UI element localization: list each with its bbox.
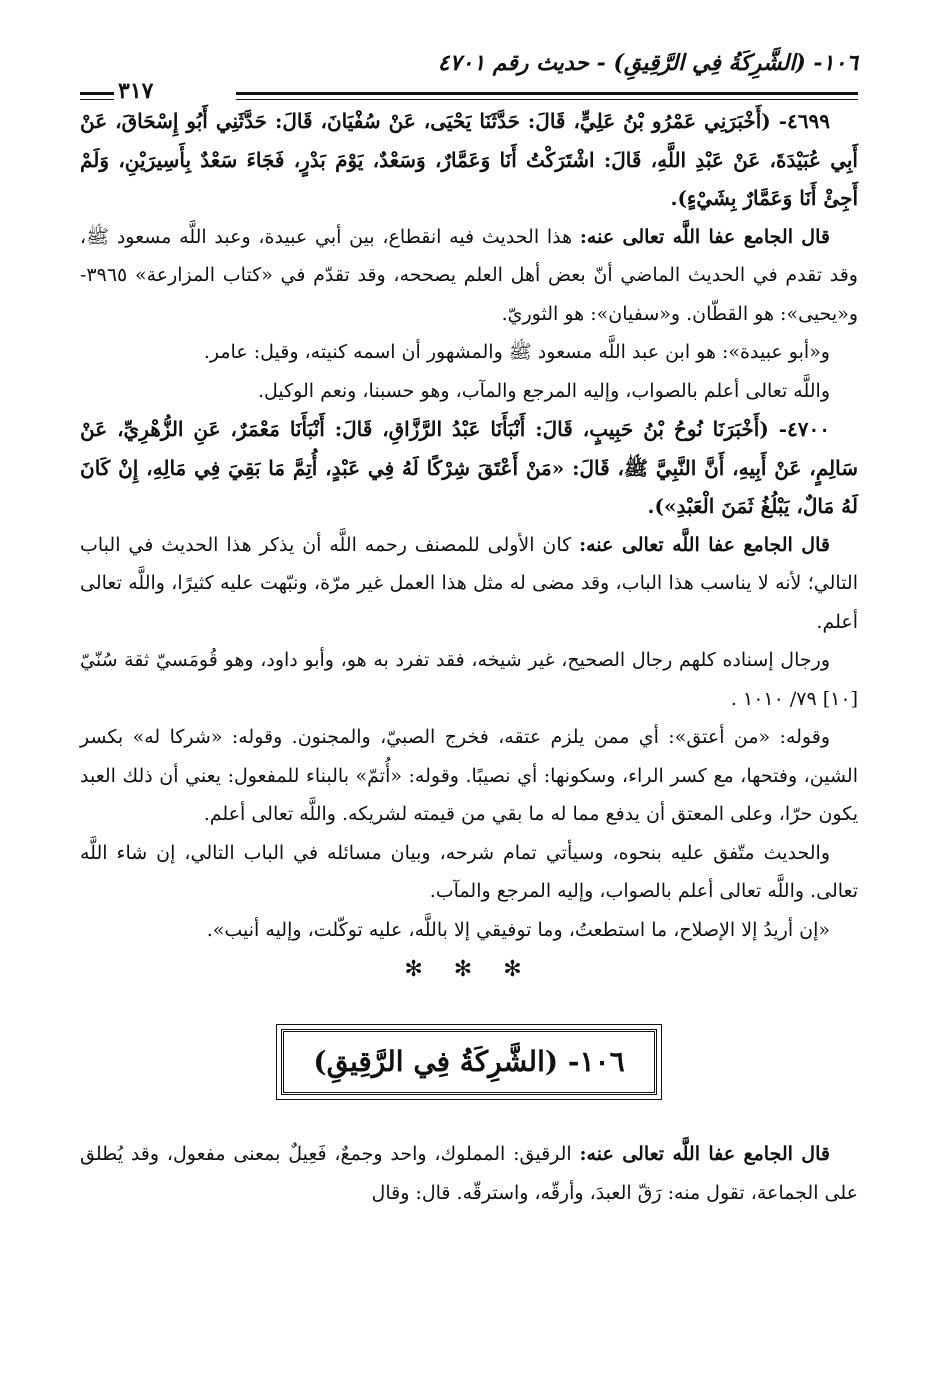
commentary-4700-isnad: ورجال إسناده كلهم رجال الصحيح، غير شيخه، فقد تفرد به هو، وأبو داود، وهو قُومَسيّ ثقة سُنّيّ [١٠] ٧٩/ ١٠١٠ .	[80, 649, 858, 710]
chapter-intro	[80, 1135, 858, 1212]
commentary-text: كان الأولى للمصنف رحمه اللَّه أن يذكر هذا الحديث في الباب التالي؛ لأنه لا يناسب هذا الباب، وقد مضى له مثل هذا العمل غير مرّة، ونبّهت عليه كثيرًا، واللَّه تعالى أعلم.	[80, 533, 858, 633]
running-head-title: ١٠٦- (الشَّرِكَةُ فِي الرَّقِيقِ) - حديث رقم ٤٧٠١	[437, 50, 858, 76]
commentary-4699-closing: واللَّه تعالى أعلم بالصواب، وإليه المرجع والمآب، وهو حسبنا، ونعم الوكيل.	[257, 379, 830, 402]
hadith-4699: ٤٦٩٩- (أَخْبَرَنِي عَمْرُو بْنُ عَلِيٍّ، قَالَ: حَدَّثَنَا يَحْيَى، عَنْ سُفْيَانَ، قَالَ: حَدَّثَنِي أَبُو إِسْحَاقَ، عَنْ أَبِي عُبَيْدَةَ، عَنْ عَبْدِ اللَّهِ، قَالَ: اشْتَرَكْتُ أَنَا وَعَمَّارٌ، وَسَعْدٌ، يَوْمَ بَدْرٍ، فَجَاءَ سَعْدٌ بِأَسِيرَيْنِ، وَلَمْ أَجِئْ أَنَا وَعَمَّارٌ بِشَيْءٍ).	[80, 109, 858, 210]
commentary-4700	[80, 526, 858, 642]
header-rule	[236, 92, 858, 100]
chapter-heading: ١٠٦- (الشَّرِكَةُ فِي الرَّقِيقِ)	[281, 1029, 657, 1095]
closing-supplication: «إن أريدُ إلا الإصلاح، ما استطعتُ، وما توفيقي إلا باللَّه، عليه توكّلت، وإليه أنيب».	[206, 918, 830, 941]
commentary-4700-takhrij: والحديث متّفق عليه بنحوه، وسيأتي تمام شرحه، وبيان مسائله في الباب التالي، إن شاء اللَّه تعالى. واللَّه تعالى أعلم بالصواب، وإليه المرجع والمآب.	[80, 841, 858, 902]
commentary-lead: قال الجامع عفا اللَّه تعالى عنه:	[579, 533, 830, 556]
commentary-lead: قال الجامع عفا اللَّه تعالى عنه:	[579, 225, 830, 248]
running-head	[80, 40, 858, 102]
page-number-rule	[80, 92, 114, 100]
section-separator: ✻ ✻ ✻	[404, 957, 534, 982]
commentary-4700-explanation: وقوله: «من أعتق»: أي ممن يلزم عتقه، فخرج الصبيّ، والمجنون. وقوله: «شركا له» بكسر الشين، وفتحها، مع كسر الراء، وسكونها: أي نصيبًا. وقوله: «أُتمّ» بالبناء للمفعول: يعني أن ذلك العبد يكون حرّا، وعلى المعتق أن يدفع مما له ما بقي من قيمته لشريكه. واللَّه تعالى أعلم.	[80, 726, 858, 825]
commentary-4699	[80, 218, 858, 334]
commentary-lead: قال الجامع عفا اللَّه تعالى عنه:	[579, 1143, 830, 1165]
hadith-4700: ٤٧٠٠- (أَخْبَرَنَا نُوحُ بْنُ حَبِيبٍ، قَالَ: أَنْبَأَنَا عَبْدُ الرَّزَّاقِ، قَالَ: أَنْبَأَنَا مَعْمَرٌ، عَنِ الزُّهْرِيِّ، عَنْ سَالِمٍ، عَنْ أَبِيهِ، أَنَّ النَّبِيَّ ﷺ، قَالَ: «مَنْ أَعْتَقَ شِرْكًا لَهُ فِي عَبْدٍ، أُتِمَّ مَا بَقِيَ فِي مَالِهِ، إِنْ كَانَ لَهُ مَالٌ، يَبْلُغُ ثَمَنَ الْعَبْدِ»).	[80, 417, 858, 518]
commentary-text: هذا الحديث فيه انقطاع، بين أبي عبيدة، وعبد اللَّه مسعود ﷺ، وقد تقدم في الحديث الماضي أنّ بعض أهل العلم يصححه، وقد تقدّم في «كتاب المزارعة» ٣٩٦٥- و«يحيى»: هو القطّان. و«سفيان»: هو الثوريّ.	[80, 225, 858, 325]
book-page	[80, 40, 858, 1350]
commentary-4699-narrator: و«أبو عبيدة»: هو ابن عبد اللَّه مسعود ﷺ والمشهور أن اسمه كنيته، وقيل: عامر.	[203, 341, 830, 363]
page-number: ٣١٧	[118, 78, 154, 104]
commentary-text: الرقيق: المملوك، واحد وجمعٌ، فَعِيلٌ بمعنى مفعول، وقد يُطلق على الجماعة، تقول منه: رَقّ العبدَ، وأرقّه، واسترقّه. قال: وقال	[80, 1143, 858, 1204]
